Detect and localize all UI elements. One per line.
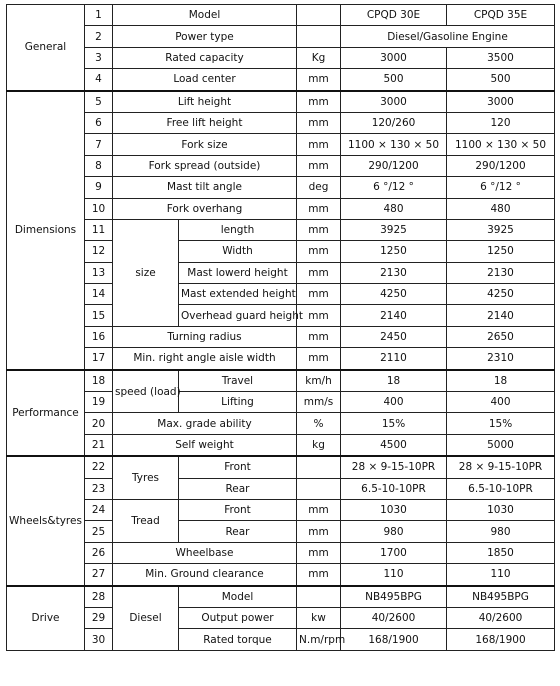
row-value-a: 400 [341,392,447,413]
row-value-b: 3500 [447,47,555,68]
table-row [7,177,555,198]
row-item: Overhead guard height [179,305,297,326]
row-value-a: 480 [341,198,447,219]
row-item: Rated capacity [113,47,297,68]
row-item: Turning radius [113,326,297,347]
table-row [7,413,555,434]
row-unit: mm/s [297,392,341,413]
row-item: Rear [179,521,297,542]
row-item: Model [113,5,297,26]
row-unit: kw [297,607,341,628]
row-item: Wheelbase [113,542,297,563]
row-number: 7 [85,134,113,155]
row-number: 21 [85,434,113,456]
row-item: Output power [179,607,297,628]
row-unit: mm [297,284,341,305]
row-number: 18 [85,370,113,392]
row-value-b: 6 °/12 ° [447,177,555,198]
row-number: 22 [85,456,113,478]
row-item: Model [179,586,297,608]
row-unit: km/h [297,370,341,392]
row-value-a: 4500 [341,434,447,456]
row-number: 1 [85,5,113,26]
row-item: Power type [113,26,297,47]
row-item: Free lift height [113,112,297,133]
row-value-b: 110 [447,564,555,586]
table-row [7,392,555,413]
row-unit: mm [297,542,341,563]
row-unit: mm [297,155,341,176]
row-item: Lifting [179,392,297,413]
row-value-a: 2140 [341,305,447,326]
table-row [7,47,555,68]
row-item: Fork size [113,134,297,155]
row-value-b: 2140 [447,305,555,326]
row-value-a: NB495BPG [341,586,447,608]
row-number: 30 [85,629,113,650]
row-item: length [179,219,297,240]
row-item: Lift height [113,91,297,113]
row-unit: mm [297,219,341,240]
table-row [7,219,555,240]
row-number: 10 [85,198,113,219]
table-row [7,542,555,563]
table-row [7,434,555,456]
row-value-b: 2130 [447,262,555,283]
table-row [7,326,555,347]
row-unit: mm [297,262,341,283]
row-item: Rated torque [179,629,297,650]
row-number: 16 [85,326,113,347]
row-value-a: 28 × 9-15-10PR [341,456,447,478]
row-number: 11 [85,219,113,240]
group-wheels: Wheels&tyres [7,456,85,585]
row-value-a: 6 °/12 ° [341,177,447,198]
row-value-b: 290/1200 [447,155,555,176]
row-item: Travel [179,370,297,392]
row-unit: mm [297,348,341,370]
row-unit: N.m/rpm [297,629,341,650]
table-row [7,521,555,542]
row-number: 28 [85,586,113,608]
row-item: Self weight [113,434,297,456]
row-number: 27 [85,564,113,586]
header-model-a: CPQD 30E [341,5,447,26]
row-value-a: 18 [341,370,447,392]
row-value-b: 1030 [447,499,555,520]
table-row [7,284,555,305]
row-value-a: 2130 [341,262,447,283]
table-row [7,134,555,155]
group-general: General [7,5,85,91]
row-number: 17 [85,348,113,370]
table-row [7,564,555,586]
table-row [7,499,555,520]
table-row [7,629,555,650]
table-row [7,5,555,26]
row-item: Mast extended height [179,284,297,305]
row-number: 13 [85,262,113,283]
row-item: Mast lowerd height [179,262,297,283]
row-value-b: 980 [447,521,555,542]
row-value-a: 500 [341,69,447,91]
row-value-a: 1030 [341,499,447,520]
row-value-a: 1700 [341,542,447,563]
table-row [7,69,555,91]
table-row [7,112,555,133]
row-value-a: 40/2600 [341,607,447,628]
row-value-b: 3925 [447,219,555,240]
row-unit [297,26,341,47]
row-value-b: 18 [447,370,555,392]
row-number: 9 [85,177,113,198]
row-value-b: 40/2600 [447,607,555,628]
row-value-a: 1250 [341,241,447,262]
row-value-b: 1100 × 130 × 50 [447,134,555,155]
subgroup-diesel: Diesel [113,586,179,651]
row-unit: mm [297,564,341,586]
row-item: Front [179,499,297,520]
row-value-b: 3000 [447,91,555,113]
table-row [7,370,555,392]
table-row [7,586,555,608]
table-row [7,155,555,176]
row-number: 8 [85,155,113,176]
subgroup-tyres: Tyres [113,456,179,499]
row-number: 14 [85,284,113,305]
row-unit: mm [297,112,341,133]
row-number: 12 [85,241,113,262]
subgroup-speed: speed (load) [113,370,179,413]
table-row [7,26,555,47]
row-value-a: 1100 × 130 × 50 [341,134,447,155]
row-value-a: 168/1900 [341,629,447,650]
row-value-a: 290/1200 [341,155,447,176]
row-unit: mm [297,134,341,155]
row-value-a: 2450 [341,326,447,347]
row-number: 25 [85,521,113,542]
row-value-b: NB495BPG [447,586,555,608]
table-row [7,305,555,326]
table-row [7,241,555,262]
row-unit: Kg [297,47,341,68]
table-row [7,456,555,478]
row-number: 29 [85,607,113,628]
row-unit: mm [297,241,341,262]
row-value-a: 2110 [341,348,447,370]
row-value-b: 15% [447,413,555,434]
row-value-b: 28 × 9-15-10PR [447,456,555,478]
subgroup-tread: Tread [113,499,179,542]
row-number: 20 [85,413,113,434]
row-number: 24 [85,499,113,520]
row-value-a: 980 [341,521,447,542]
row-unit: mm [297,69,341,91]
table-row [7,607,555,628]
row-item: Load center [113,69,297,91]
row-value-b: 480 [447,198,555,219]
row-value-b: 2650 [447,326,555,347]
row-value-b: 2310 [447,348,555,370]
row-unit: deg [297,177,341,198]
row-value-a: 3925 [341,219,447,240]
row-value-a: 110 [341,564,447,586]
row-unit [297,478,341,499]
row-value-b: 6.5-10-10PR [447,478,555,499]
row-value-merged: Diesel/Gasoline Engine [341,26,555,47]
row-number: 6 [85,112,113,133]
row-item: Min. Ground clearance [113,564,297,586]
row-item: Fork spread (outside) [113,155,297,176]
row-unit: mm [297,198,341,219]
row-value-b: 168/1900 [447,629,555,650]
row-item: Min. right angle aisle width [113,348,297,370]
row-value-b: 4250 [447,284,555,305]
row-value-a: 15% [341,413,447,434]
row-unit: % [297,413,341,434]
row-value-a: 4250 [341,284,447,305]
row-value-b: 120 [447,112,555,133]
row-unit [297,456,341,478]
row-unit: kg [297,434,341,456]
row-item: Fork overhang [113,198,297,219]
row-number: 19 [85,392,113,413]
row-value-b: 500 [447,69,555,91]
row-unit: mm [297,521,341,542]
row-value-b: 5000 [447,434,555,456]
table-row [7,91,555,113]
row-value-a: 3000 [341,47,447,68]
group-dimensions: Dimensions [7,91,85,370]
row-value-a: 120/260 [341,112,447,133]
row-unit: mm [297,326,341,347]
table-row [7,198,555,219]
table-row [7,262,555,283]
table-row [7,478,555,499]
spec-table [6,4,555,651]
row-number: 15 [85,305,113,326]
row-item: Mast tilt angle [113,177,297,198]
row-number: 5 [85,91,113,113]
row-value-a: 3000 [341,91,447,113]
row-item: Rear [179,478,297,499]
row-unit [297,586,341,608]
row-value-a: 6.5-10-10PR [341,478,447,499]
row-value-b: 1250 [447,241,555,262]
row-number: 4 [85,69,113,91]
subgroup-size: size [113,219,179,326]
row-unit: mm [297,305,341,326]
row-unit: mm [297,91,341,113]
row-item: Front [179,456,297,478]
row-unit: mm [297,499,341,520]
row-number: 23 [85,478,113,499]
row-number: 26 [85,542,113,563]
row-item: Width [179,241,297,262]
header-model-b: CPQD 35E [447,5,555,26]
row-number: 2 [85,26,113,47]
group-performance: Performance [7,370,85,457]
group-drive: Drive [7,586,85,651]
row-value-b: 400 [447,392,555,413]
table-row [7,348,555,370]
row-item: Max. grade ability [113,413,297,434]
row-number: 3 [85,47,113,68]
row-unit [297,5,341,26]
row-value-b: 1850 [447,542,555,563]
